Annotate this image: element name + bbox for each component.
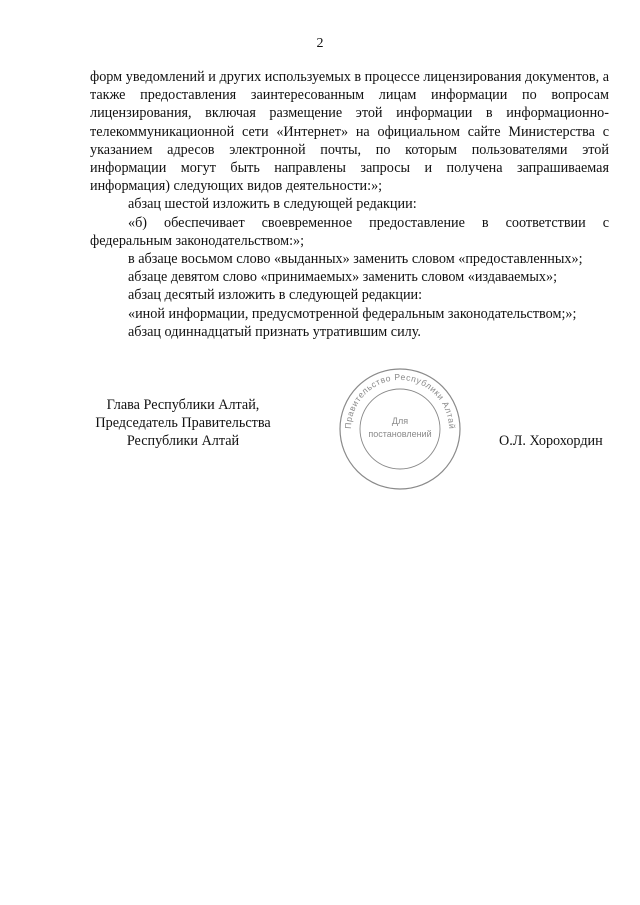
page-number: 2: [316, 36, 324, 51]
paragraph-6: абзац десятый изложить в следующей редакции:: [128, 287, 423, 304]
signatory-position-line-2: Председатель Правительства: [95, 415, 271, 432]
signatory-name: О.Л. Хорохордин: [499, 433, 603, 449]
paragraph-4: в абзаце восьмом слово «выданных» заменить словом «предоставленных»;: [128, 251, 583, 268]
paragraph-2: абзац шестой изложить в следующей редакции:: [128, 196, 417, 213]
signatory-position-line-3: Республики Алтай: [126, 433, 240, 450]
signatory-position: [78, 396, 288, 451]
document-body: [90, 68, 609, 341]
stamp-ring-text: Правительство Республики Алтай: [342, 371, 458, 430]
paragraph-7: «иной информации, предусмотренной федеральным законодательством;»;: [128, 305, 577, 322]
paragraph-1: форм уведомлений и других используемых в процессе лицензирования документов, а также предоставления заинтересованным лицам информации по вопросам лицензирования, включая размещение этой информации в информационно-телекоммуникационной сети «Интернет» на официальном сайте Министерства с указанием адресов электронной почты, по которым пользователями этой информации могут быть направлены запросы и получена запрашиваемая информация) следующих видов деятельности:»;: [90, 69, 609, 195]
stamp-center-line-2: постановлений: [368, 429, 432, 439]
official-stamp: [338, 367, 462, 491]
signatory-position-line-1: Глава Республики Алтай,: [106, 397, 260, 413]
stamp-center-line-1: Для: [391, 416, 409, 426]
paragraph-5: абзаце девятом слово «принимаемых» заменить словом «издаваемых»;: [128, 269, 558, 286]
paragraph-8: абзац одиннадцатый признать утратившим силу.: [128, 323, 421, 340]
paragraph-3: «б) обеспечивает своевременное предоставление в соответствии с федеральным законодательством:»;: [90, 214, 609, 249]
